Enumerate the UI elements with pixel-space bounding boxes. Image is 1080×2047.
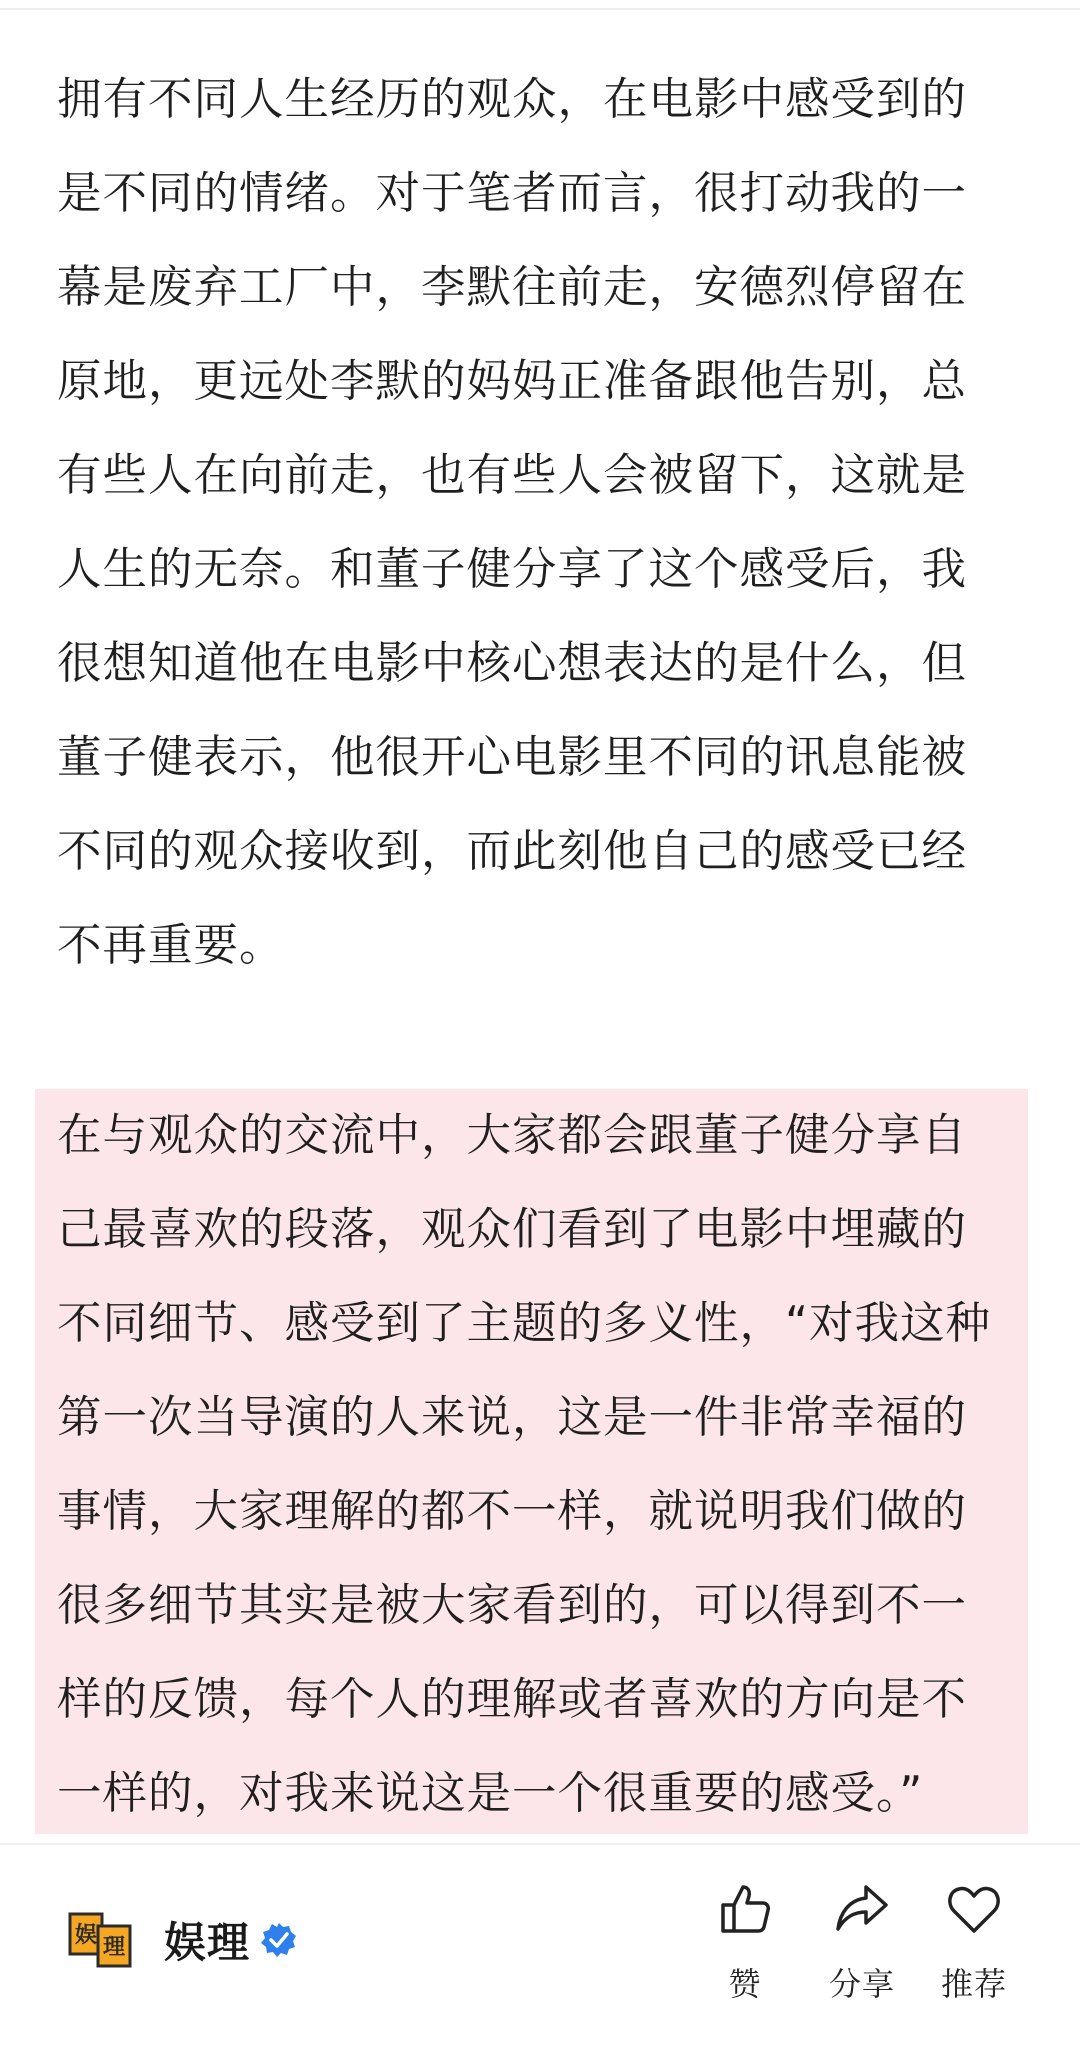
verified-badge-icon — [260, 1921, 298, 1959]
action-bar — [690, 1867, 1030, 2027]
heart-icon — [946, 1881, 1002, 1937]
post-footer-bar — [0, 1845, 1080, 2047]
thumbs-up-icon — [717, 1881, 773, 1937]
author-info[interactable] — [66, 1900, 298, 1980]
article-paragraph: 拥有不同人生经历的观众，在电影中感受到的是不同的情绪。对于笔者而言，很打动我的一幕是废弃工厂中，李默往前走，安德烈停留在原地，更远处李默的妈妈正准备跟他告别，总有些人在向前走，也有些人会被留下，这就是人生的无奈。和董子健分享了这个感受后，我很想知道他在电影中核心想表达的是什么，但董子健表示，他很开心电影里不同的讯息能被不同的观众接收到，而此刻他自己的感受已经不再重要。 — [57, 74, 968, 971]
like-label: 赞 — [728, 1965, 762, 2003]
svg-text:理: 理 — [102, 1935, 126, 1960]
recommend-label: 推荐 — [940, 1965, 1007, 2003]
share-arrow-icon — [834, 1881, 890, 1937]
author-name[interactable]: 娱理 — [164, 1918, 251, 1967]
top-divider — [0, 8, 1080, 10]
like-button[interactable] — [690, 1867, 800, 2027]
brand-logo-icon[interactable] — [66, 1906, 134, 1974]
svg-text:娱: 娱 — [74, 1923, 98, 1948]
recommend-button[interactable] — [919, 1867, 1029, 2027]
share-button[interactable] — [807, 1867, 917, 2027]
highlighted-paragraph: 在与观众的交流中，大家都会跟董子健分享自己最喜欢的段落，观众们看到了电影中埋藏的不同细节、感受到了主题的多义性，“对我这种第一次当导演的人来说，这是一件非常幸福的事情，大家理解的都不一样，就说明我们做的很多细节其实是被大家看到的，可以得到不一样的反馈，每个人的理解或者喜欢的方向是不一样的，对我来说这是一个很重要的感受。” — [57, 1110, 992, 1819]
share-label: 分享 — [828, 1965, 895, 2003]
